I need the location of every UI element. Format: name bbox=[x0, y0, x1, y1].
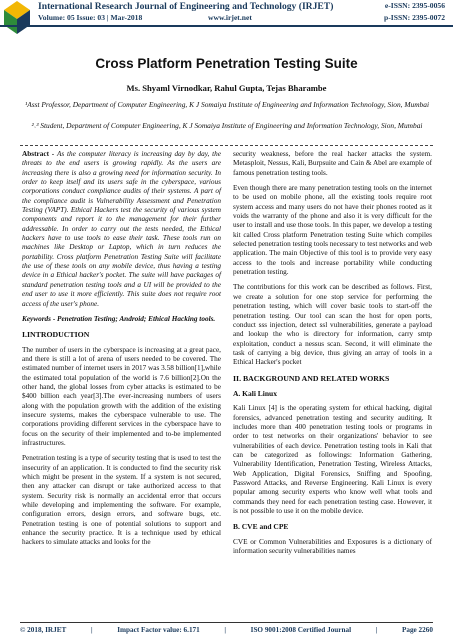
affiliation-2: ²˒³ Student, Department of Computer Engineering, K J Somaiya Institute of Engineering and Information Technology, Sion, Mumbai bbox=[31, 121, 423, 130]
footer-separator: | bbox=[375, 626, 378, 634]
subsection-heading-kali: A. Kali Linux bbox=[233, 388, 277, 398]
paragraph: The contributions for this work can be described as follows. First, we create a solution for one stop service for performing the penetration testing, which will cover basic tools to start-off the penetration testing. Our tool can scan the host for open ports, conduct sss injection, detect ssl vulnerabilities, generate a payload and lookup the who is directory for information, carry smtp exploitation, conduct a nessus scan. Second, it will eliminate the task of carrying a big device, thus giving an array of tools in a Ethical Hacker's pocket bbox=[233, 283, 432, 367]
paragraph: Kali Linux [4] is the operating system for ethical hacking, digital forensics, advanced penetration testing and security auditing. It includes more than 400 penetration testing tools or programs in order to test networks on their organizations' behavior to see vulnerabilities of each device. Penetration testing tools in Kali that can be categorized as followings: Information Gathering, Vulnerability Identification, Penetration Testing, Wireless Attacks, Web Application, Digital Forensics, Sniffing and Spoofing, Password Attacks, and Reverse Engineering. Kali Linux is every popular among security experts who know well what tools and commands they need for each penetration testing case. However, it is not possible to use it on the mobile device. bbox=[233, 404, 432, 516]
footer-copyright: © 2018, IRJET bbox=[20, 626, 67, 634]
footer-iso: ISO 9001:2008 Certified Journal bbox=[250, 626, 352, 634]
journal-header bbox=[0, 0, 453, 38]
abstract-text: As the computer literacy is increasing day by day, the threats to the end users is growing rapidly. As the users are increasing there is also a growing need for information security. In order to keep itself and its users safe in the cyberspace, various corporations conduct compliance audits of their systems. A part of the compliance audit is Vulnerability Assessment and Penetration Testing (VAPT). Ethical Hackers test the security of various system components and report it to the management for their further addressable. In order to carry out the tests needed, the Ethical hackers have to use tools to ease their task. These tools run on machines like Desktop or Laptop, which in turn reduces the portability. Cross platform Penetration Testing Suite will facilitate the use of these tools on any mobile device, thus having a testing device in a Ethical hacker's pocket. The suite will have packages of standard penetration testing tools and a UI will be provided to the end user to use it more efficiently. This suite does not require root access of the user's phone. bbox=[22, 150, 221, 308]
section-heading-background: II. BACKGROUND AND RELATED WORKS bbox=[233, 373, 390, 383]
journal-name: International Research Journal of Engineering and Technology (IRJET) bbox=[38, 1, 334, 12]
irjet-logo bbox=[2, 0, 32, 36]
footer-page-number: Page 2260 bbox=[401, 626, 433, 634]
abstract bbox=[22, 150, 221, 309]
volume-issue: Volume: 05 Issue: 03 | Mar-2018 bbox=[38, 13, 143, 22]
paragraph: Penetration testing is a type of security testing that is used to test the insecurity of an application. It is conducted to find the security risk which might be present in the system. If a system is not secured, then any attacker can disrupt or take authorized access to that system. Security risk is normally an accidental error that occurs while developing and implementing the software. For example, configuration errors, design errors, and software bugs, etc. Penetration testing is one of potential solutions to support and enhance the security practice. It is a technique used by ethical hackers to simulate attacks and looks for the bbox=[22, 454, 221, 547]
affiliation-1: ¹Asst Professor, Department of Computer Engineering, K J Somaiya Institute of Engineering and Information Technology, Sion, Mumbai bbox=[24, 100, 430, 109]
subsection-heading-cve: B. CVE and CPE bbox=[233, 522, 289, 532]
paragraph: security weakness, before the real hacker attacks the system. Metasploit, Nessus, Kali, Burpsuite and Cain & Abel are example of famous penetration testing tools. bbox=[233, 150, 432, 177]
footer-separator: | bbox=[224, 626, 226, 634]
e-issn: e-ISSN: 2395-0056 bbox=[384, 1, 445, 10]
header-divider bbox=[0, 25, 453, 27]
section-heading-introduction: I.INTRODUCTION bbox=[22, 330, 90, 340]
paragraph: Even though there are many penetration testing tools on the internet to be used on mobile phone, all the existing tools require root system access and many users do not have their phones rooted as it voids the warranty of the phone and also it is very difficult for the user to install and use those tools. In this paper, we develop a testing kit called Cross platform Penetration testing Suite which compiles selected penetration testing tools necessary to test networks and web application. The main Objective of this tool is to provide very easy access to the tools and increase portability while conducting penetration testing. bbox=[233, 184, 432, 277]
paper-title: Cross Platform Penetration Testing Suite bbox=[95, 56, 358, 71]
footer-divider bbox=[20, 622, 433, 623]
page-footer bbox=[20, 626, 433, 634]
footer-impact-factor: Impact Factor value: 6.171 bbox=[117, 626, 200, 634]
abstract-label: Abstract - bbox=[22, 150, 57, 158]
section-divider bbox=[20, 145, 433, 146]
paragraph: The number of users in the cyberspace is increasing at a great pace, and there is still a lot of arena of users needed to be covered. The estimated number of internet users in 2017 was 3.58 billion[1],while the estimated total population of the world is 7.6 billion[2].On the other hand, the global losses from cyber attacks is estimated to be $400 billion each year[3].The ever-increasing numbers of users along with the population growth with the addition of the existing insecure systems, makes the cyberspace vulnerable to use. The corporations providing different services in the cyberspace have to focus on the security of their implemented and to-be implemented infrastructures. bbox=[22, 345, 221, 447]
right-column bbox=[233, 150, 432, 562]
left-column bbox=[22, 150, 221, 554]
paper-authors: Ms. Shyaml Virnodkar, Rahul Gupta, Tejas Bharambe bbox=[126, 83, 327, 93]
paragraph: CVE or Common Vulnerabilities and Exposures is a dictionary of information security vulnerabilities names bbox=[233, 537, 432, 556]
p-issn: p-ISSN: 2395-0072 bbox=[384, 13, 445, 22]
journal-website[interactable]: www.irjet.net bbox=[208, 13, 252, 22]
footer-separator: | bbox=[90, 626, 93, 634]
keywords: Keywords - Penetration Testing; Android; Ethical Hacking tools. bbox=[22, 314, 216, 323]
